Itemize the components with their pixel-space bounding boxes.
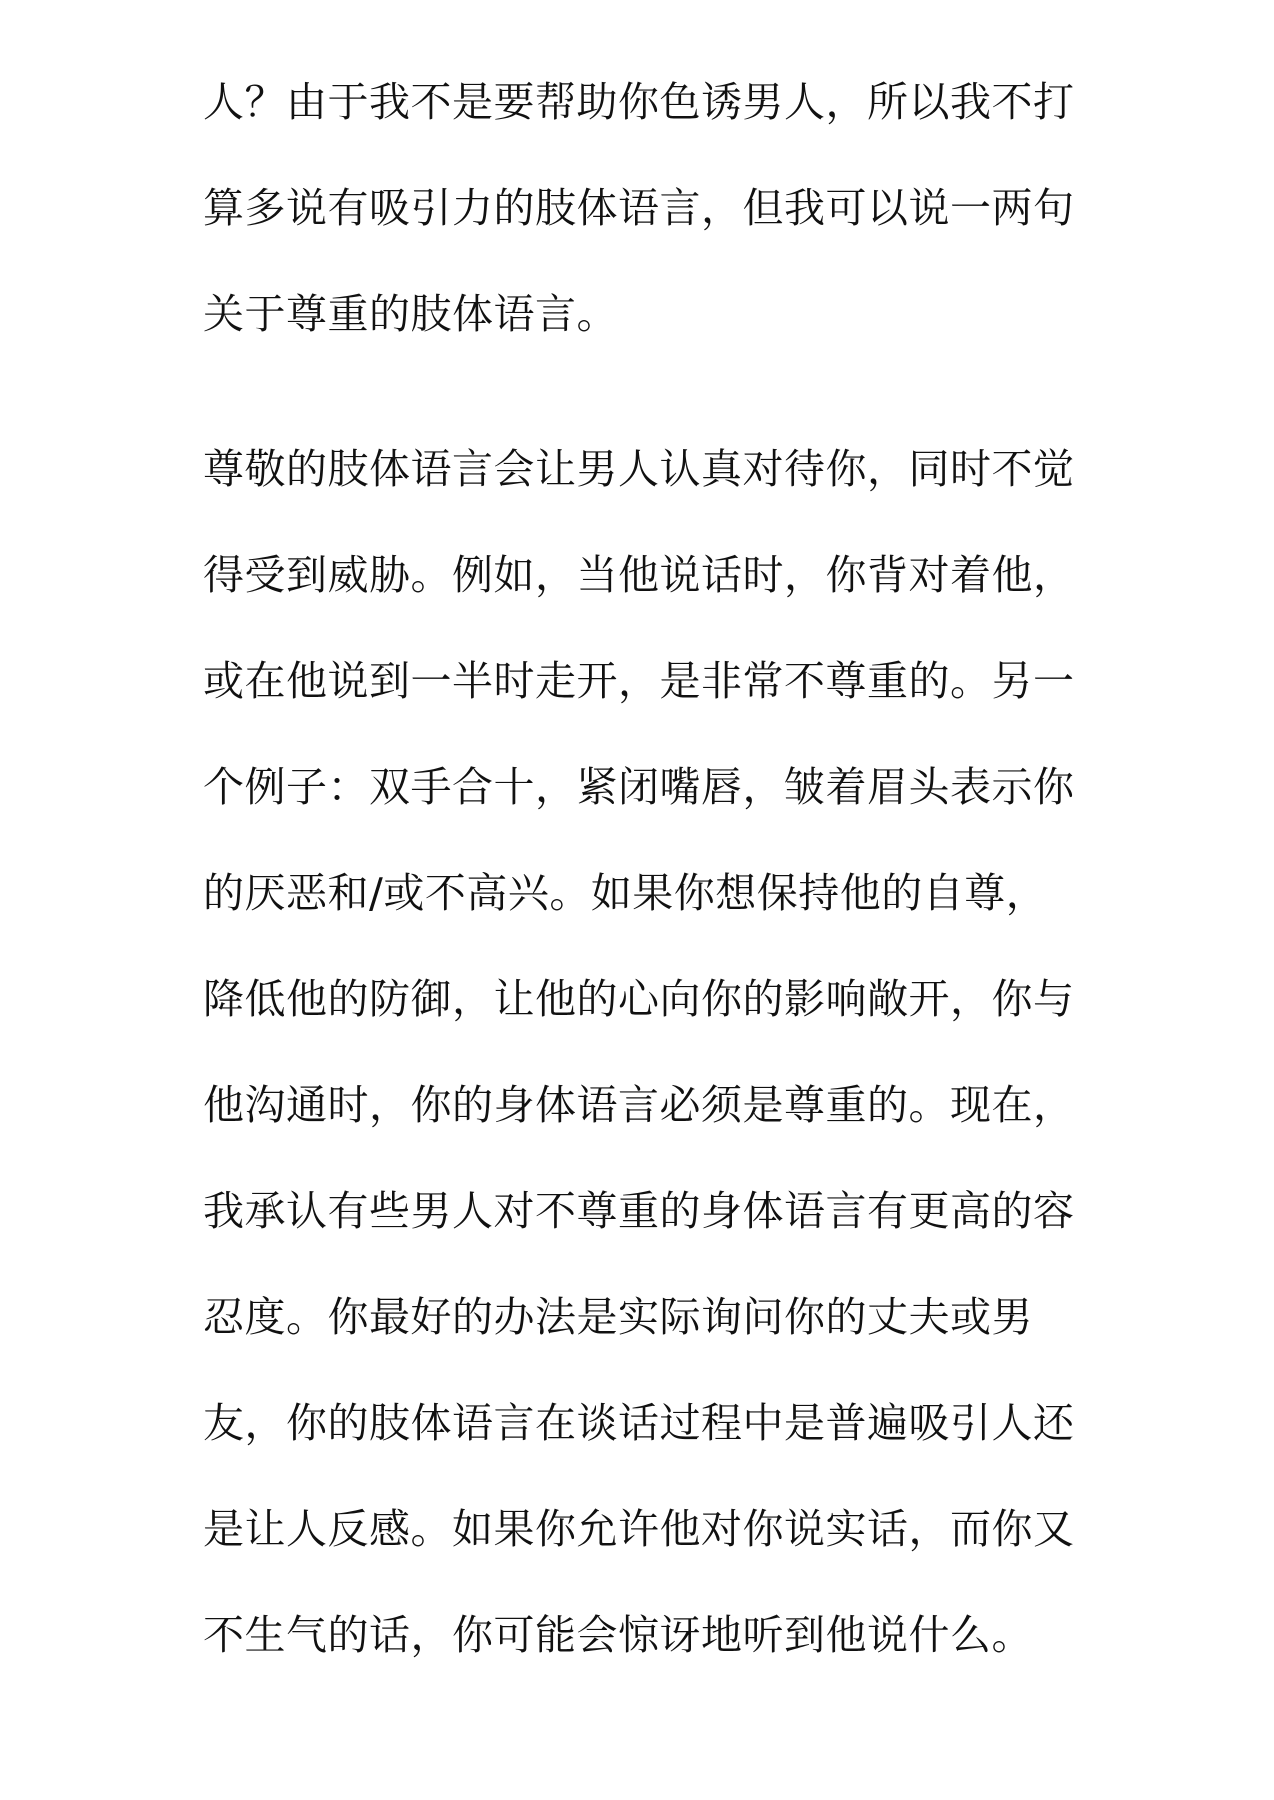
text-line: 人？由于我不是要帮助你色诱男人，所以我不打	[203, 78, 1075, 126]
text-line: 忍度。你最好的办法是实际询问你的丈夫或男	[203, 1293, 1033, 1341]
text-line: 不生气的话，你可能会惊讶地听到他说什么。	[203, 1611, 1033, 1659]
text-line: 尊敬的肢体语言会让男人认真对待你，同时不觉	[203, 445, 1075, 493]
text-line: 得受到威胁。例如，当他说话时，你背对着他，	[203, 551, 1075, 599]
text-line: 的厌恶和/或不高兴。如果你想保持他的自尊，	[203, 869, 1048, 917]
text-line: 或在他说到一半时走开，是非常不尊重的。另一	[203, 657, 1075, 705]
text-line: 降低他的防御，让他的心向你的影响敞开，你与	[203, 975, 1075, 1023]
text-line: 关于尊重的肢体语言。	[203, 290, 618, 338]
text-line: 个例子：双手合十，紧闭嘴唇，皱着眉头表示你	[203, 763, 1075, 811]
text-line: 他沟通时，你的身体语言必须是尊重的。现在，	[203, 1081, 1075, 1129]
text-line: 算多说有吸引力的肢体语言，但我可以说一两句	[203, 184, 1075, 232]
text-line: 我承认有些男人对不尊重的身体语言有更高的容	[203, 1187, 1075, 1235]
text-line: 是让人反感。如果你允许他对你说实话，而你又	[203, 1505, 1075, 1553]
text-line: 友，你的肢体语言在谈话过程中是普遍吸引人还	[203, 1399, 1075, 1447]
